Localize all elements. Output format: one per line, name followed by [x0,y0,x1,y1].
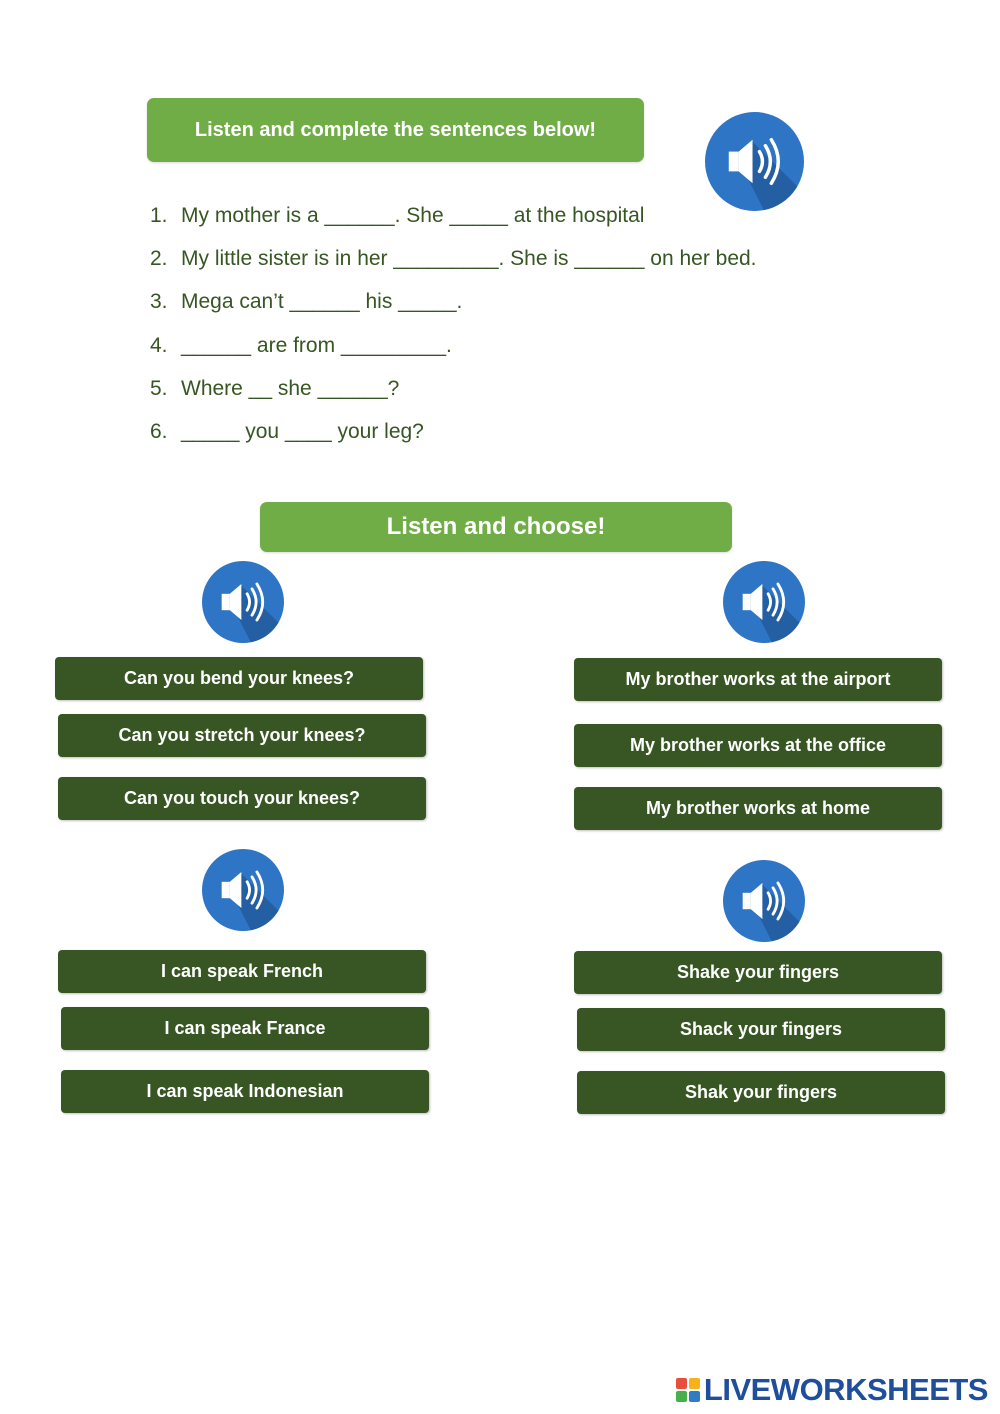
logo-text: LIVEWORKSHEETS [703,1372,988,1407]
option-button[interactable]: My brother works at the office [574,724,942,767]
option-button[interactable]: Can you bend your knees? [55,657,423,700]
list-item: 1. My mother is a ______. She _____ at the hospital [150,198,757,241]
logo-mark-icon [676,1378,700,1402]
list-item: 3. Mega can’t ______ his _____. [150,284,757,327]
option-button[interactable]: Shack your fingers [577,1008,945,1051]
sentence-text: Mega can’t ______ his _____. [181,290,463,314]
speaker-icon[interactable] [705,112,804,211]
option-button[interactable]: I can speak Indonesian [61,1070,429,1113]
list-item: 6. _____ you ____ your leg? [150,414,757,457]
option-button[interactable]: Shak your fingers [577,1071,945,1114]
sentence-list [150,198,757,457]
list-item: 2. My little sister is in her _________. She is ______ on her bed. [150,241,757,284]
option-button[interactable]: I can speak France [61,1007,429,1050]
list-item: 5. Where __ she ______? [150,371,757,414]
section2-title: Listen and choose! [260,502,732,552]
speaker-icon[interactable] [723,860,805,942]
option-button[interactable]: Can you stretch your knees? [58,714,426,757]
section1-title: Listen and complete the sentences below! [147,98,644,162]
sentence-text: My little sister is in her _________. She is ______ on her bed. [181,247,757,271]
list-item: 4. ______ are from _________. [150,328,757,371]
sentence-text: _____ you ____ your leg? [181,419,424,443]
sentence-text: Where __ she ______? [181,376,400,400]
sentence-text: My mother is a ______. She _____ at the hospital [181,204,645,227]
speaker-icon[interactable] [723,561,805,643]
option-button[interactable]: I can speak French [58,950,426,993]
speaker-icon[interactable] [202,561,284,643]
option-button[interactable]: My brother works at the airport [574,658,942,701]
option-button[interactable]: My brother works at home [574,787,942,830]
option-button[interactable]: Can you touch your knees? [58,777,426,820]
option-button[interactable]: Shake your fingers [574,951,942,994]
speaker-icon[interactable] [202,849,284,931]
sentence-text: ______ are from _________. [181,333,452,357]
liveworksheets-logo [676,1372,988,1408]
